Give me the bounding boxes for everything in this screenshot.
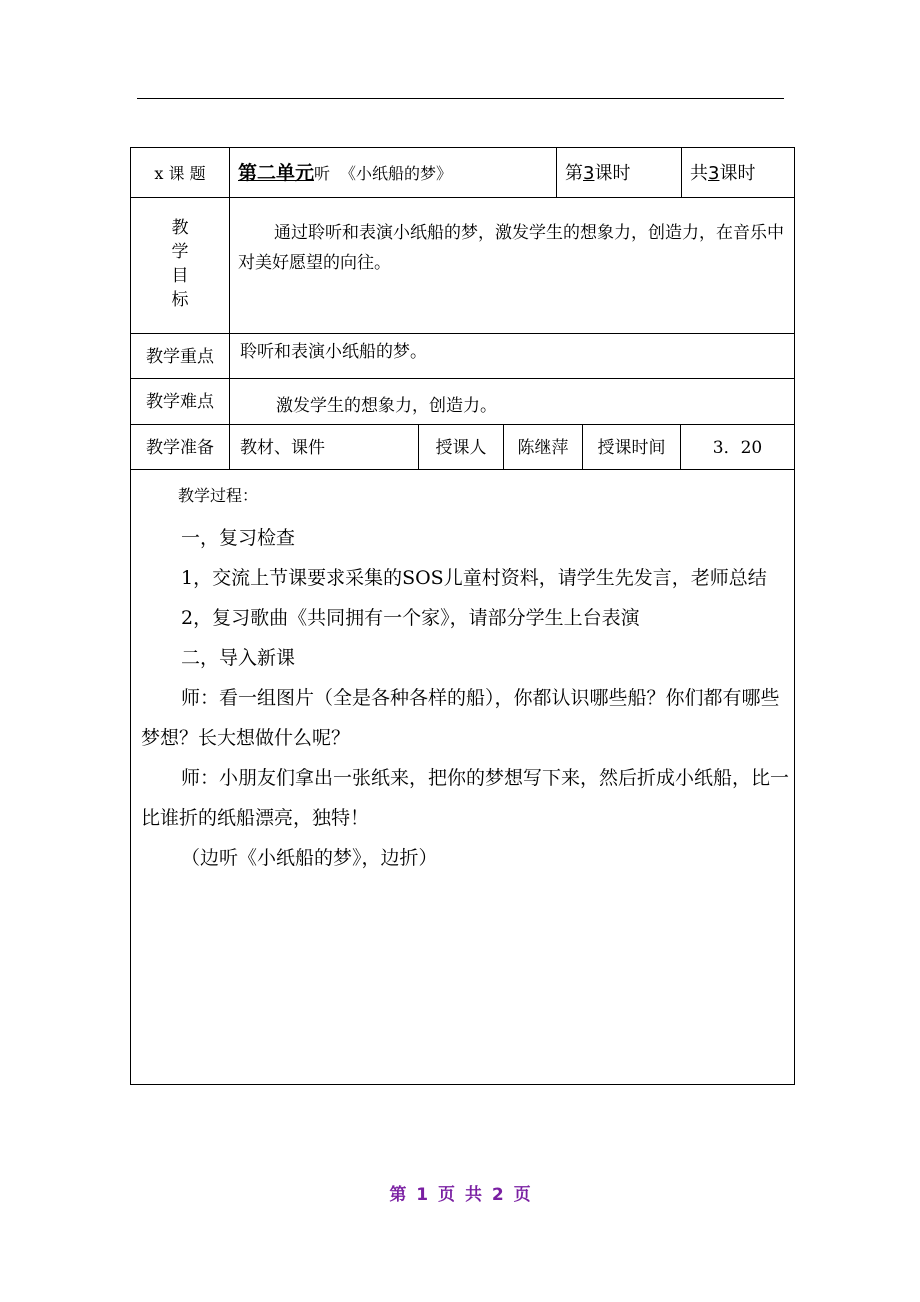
- preparation-label: 教学准备: [146, 438, 214, 458]
- lesson-prefix: 第: [565, 163, 583, 184]
- listen-label: 听: [314, 164, 331, 183]
- page-footer: 第 1 页 共 2 页: [389, 1185, 531, 1205]
- column-divider: [681, 147, 682, 198]
- objectives-label-char: 标: [171, 290, 189, 310]
- ke-ti-label: x 课 题: [154, 164, 206, 183]
- objectives-label-char: 教: [171, 218, 189, 238]
- process-heading: 教学过程：: [178, 486, 259, 505]
- time-label: 授课时间: [597, 438, 666, 458]
- total-num: 3: [708, 163, 720, 184]
- objectives-label: [131, 216, 229, 312]
- process-paragraph: 1，交流上节课要求采集的SOS儿童村资料，请学生先发言，老师总结: [181, 567, 767, 589]
- unit-label: 第二单元: [238, 162, 315, 184]
- column-divider: [229, 147, 230, 470]
- teacher-name: 陈继萍: [517, 438, 569, 458]
- process-paragraph: 师：看一组图片（全是各种各样的船），你都认识哪些船？你们都有哪些梦想？长大想做什么呢？: [141, 687, 780, 749]
- total-lessons: [690, 162, 794, 186]
- lesson-suffix: 课时: [594, 163, 631, 184]
- song-title: 《小纸船的梦》: [340, 164, 453, 183]
- process-paragraph: 2，复习歌曲《共同拥有一个家》，请部分学生上台表演: [181, 607, 640, 629]
- total-prefix: 共: [690, 163, 708, 184]
- total-suffix: 课时: [719, 163, 756, 184]
- objectives-text: 通过聆听和表演小纸船的梦，激发学生的想象力，创造力，在音乐中对美好愿望的向往。: [238, 223, 784, 273]
- objectives-label-char: 学: [171, 242, 189, 262]
- process-paragraph: 师：小朋友们拿出一张纸来，把你的梦想写下来，然后折成小纸船，比一比谁折的纸船漂亮，独特！: [141, 767, 790, 829]
- preparation-materials: 教材、课件: [240, 438, 325, 458]
- process-body: [141, 518, 789, 878]
- lesson-num: 3: [583, 163, 595, 184]
- header-rule: [137, 98, 784, 99]
- key-points-label: 教学重点: [146, 347, 214, 367]
- process-paragraph: 一，复习检查: [181, 527, 296, 549]
- process-paragraph: （边听《小纸船的梦》，边折）: [181, 847, 438, 869]
- time-value: 3．20: [712, 438, 763, 458]
- lesson-title: [238, 161, 556, 186]
- lesson-number: [565, 162, 680, 186]
- table-border-bottom: [130, 1084, 795, 1085]
- difficulties-label: 教学难点: [146, 392, 214, 412]
- table-border-right: [794, 147, 795, 1085]
- key-points-text: 聆听和表演小纸船的梦。: [240, 342, 427, 362]
- objectives-label-char: 目: [171, 266, 189, 286]
- difficulties-text: 激发学生的想象力，创造力。: [276, 396, 497, 416]
- teacher-label: 授课人: [435, 438, 487, 458]
- column-divider: [556, 147, 557, 198]
- process-paragraph: 二，导入新课: [181, 647, 296, 669]
